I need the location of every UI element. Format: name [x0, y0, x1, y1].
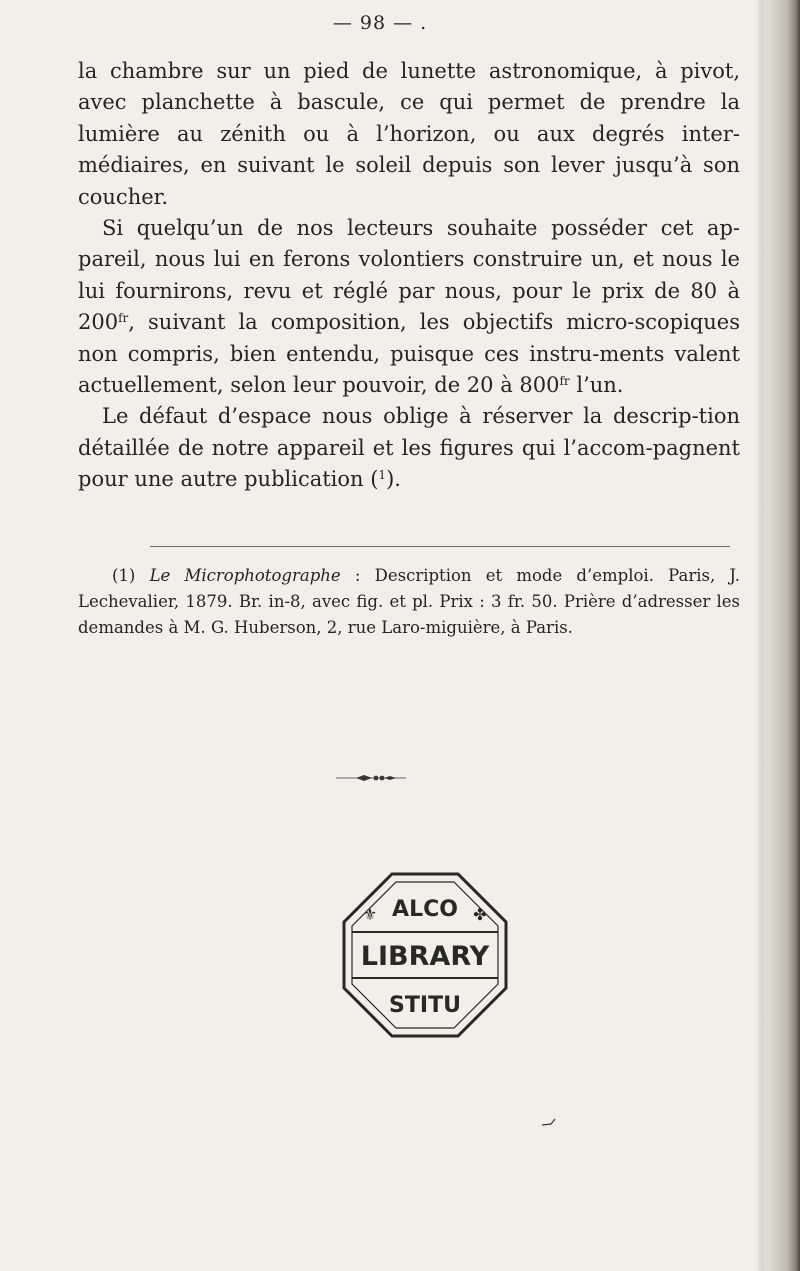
- footnote-rule: [150, 546, 730, 547]
- body-text: [78, 56, 740, 496]
- page-gutter-shadow: [754, 0, 764, 1271]
- paragraph-3-end: ).: [386, 467, 401, 492]
- stamp-right-glyph: ✤: [473, 905, 487, 924]
- pencil-mark: [542, 1118, 556, 1126]
- footnote-title: Le Microphotographe: [149, 566, 341, 585]
- page-edge: [758, 0, 800, 1271]
- paragraph-1: la chambre sur un pied de lunette astronomique, à pivot, avec planchette à bascule, ce qui permet de prendre la lumière au zénith ou à l’horizon, ou aux degrés inter-médiaires, en suivant le soleil depuis son lever jusqu’à son coucher.: [78, 59, 740, 209]
- library-stamp: [340, 870, 510, 1040]
- paragraph-3: [78, 401, 740, 495]
- footnote: [78, 563, 740, 641]
- page-header: — 98 — .: [332, 12, 428, 34]
- footnote-reference: 1: [378, 468, 387, 483]
- paragraph-2: [78, 213, 740, 401]
- paragraph-2-part-2: , suivant la composition, les objectifs micro-scopiques non compris, bien entendu, puisque ces instru-ments valent actuellement, selon leur pouvoir, de 20 à 800: [78, 310, 740, 398]
- stamp-top-text: ALCO: [392, 897, 458, 922]
- footnote-marker: (1): [112, 566, 136, 585]
- paragraph-2-part-1: Si quelqu’un de nos lecteurs souhaite posséder cet ap-pareil, nous lui en ferons volontiers construire un, et nous le lui fournirons, revu et réglé par nous, pour le prix de 80 à 200: [78, 216, 740, 335]
- stamp-bottom-text: STITU: [389, 993, 461, 1018]
- stamp-library-text: LIBRARY: [360, 941, 490, 972]
- ornament-divider: [336, 774, 406, 782]
- footnote-body: : Description et mode d’emploi. Paris, J. Lechevalier, 1879. Br. in-8, avec fig. et pl. Prix : 3 fr. 50. Prière d’adresser les demandes à M. G. Huberson, 2, rue Laro-miguière, à Paris.: [78, 566, 740, 637]
- unit-superscript: fr: [118, 311, 129, 326]
- footnote-text: [78, 563, 740, 641]
- paragraph-2-part-3: l’un.: [569, 373, 624, 398]
- paragraph-3-text: Le défaut d’espace nous oblige à réserver la descrip-tion détaillée de notre appareil et les figures qui l’accom-pagnent pour une autre publication (: [78, 404, 740, 492]
- unit-superscript: fr: [559, 374, 570, 389]
- stamp-left-glyph: ⚜: [362, 905, 378, 924]
